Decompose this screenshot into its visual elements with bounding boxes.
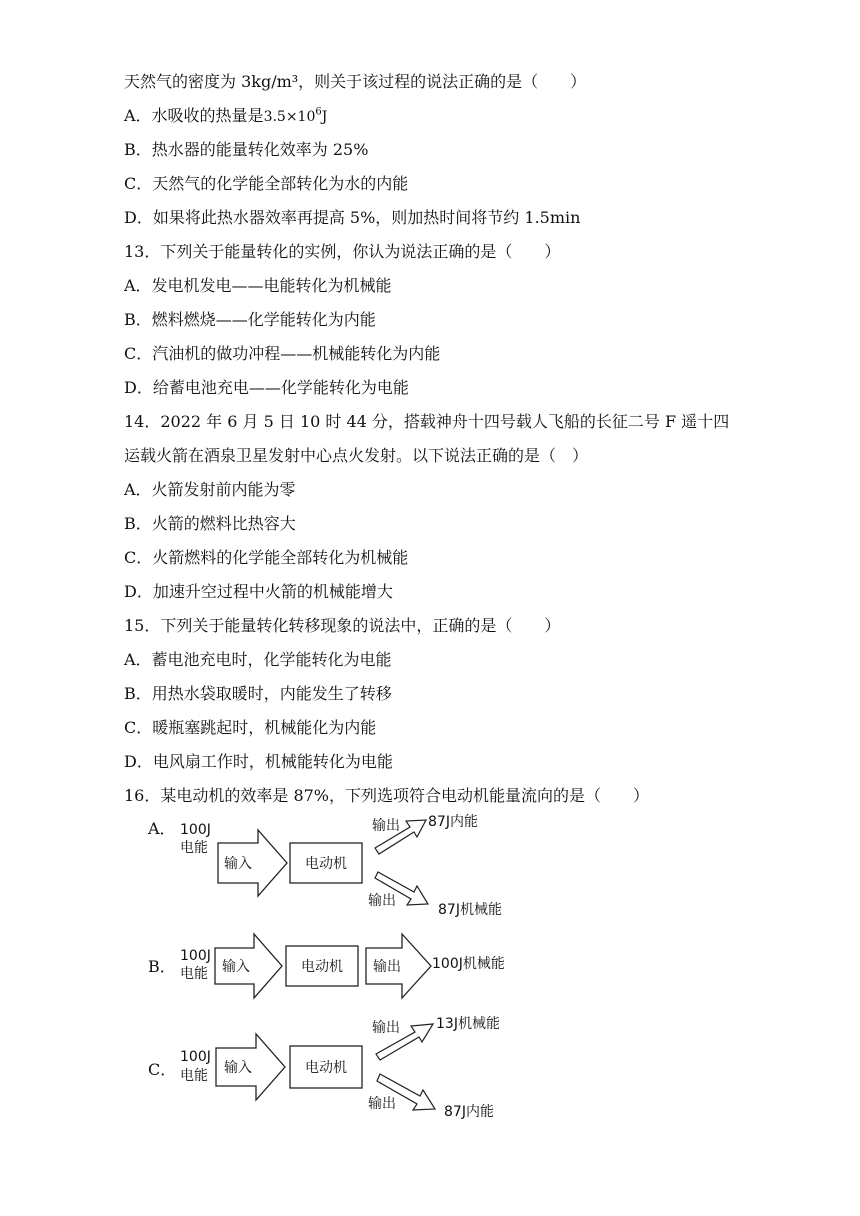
q15-stem: 15．下列关于能量转化转移现象的说法中，正确的是（ ） (124, 616, 561, 635)
diagram-c-output-value-2: 87J内能 (444, 1104, 494, 1120)
diagram-b-output-value: 100J机械能 (432, 956, 505, 972)
q13-stem: 13．下列关于能量转化的实例，你认为说法正确的是（ ） (124, 242, 561, 261)
q15-option-a: A．蓄电池充电时，化学能转化为电能 (124, 650, 392, 669)
q15-option-b: B．用热水袋取暖时，内能发生了转移 (124, 684, 392, 703)
q12-option-a (124, 106, 327, 127)
q12-option-a-exponent: 6 (315, 106, 322, 118)
q15-option-c: C．暖瓶塞跳起时，机械能化为内能 (124, 718, 377, 737)
diagram-b-graphic (120, 928, 540, 1004)
diagram-a-input-word: 输入 (224, 856, 252, 872)
q16-diagram-c (120, 1008, 540, 1124)
diagram-c-output-word-1: 输出 (372, 1020, 400, 1036)
q12-option-c: C．天然气的化学能全部转化为水的内能 (124, 174, 409, 193)
diagram-a-graphic (120, 810, 540, 920)
q13-option-c: C．汽油机的做功冲程——机械能转化为内能 (124, 344, 441, 363)
q12-option-a-unit: J (321, 109, 328, 125)
diagram-a-motor-label: 电动机 (305, 856, 347, 872)
diagram-b-output-word: 输出 (373, 959, 401, 975)
diagram-a-option-label: A． (148, 819, 176, 838)
diagram-c-input-amount: 100J (180, 1049, 211, 1065)
diagram-a-output-value-1: 87J内能 (428, 814, 478, 830)
q14-option-c: C．火箭燃料的化学能全部转化为机械能 (124, 548, 409, 567)
q16-diagram-b (120, 928, 540, 1004)
q12-option-a-prefix: A．水吸收的热量是 (124, 106, 264, 125)
diagram-c-graphic (120, 1008, 540, 1124)
diagram-a-output-word-2: 输出 (368, 893, 396, 909)
diagram-c-output-word-2: 输出 (368, 1096, 396, 1112)
diagram-a-input-kind: 电能 (180, 840, 208, 856)
diagram-c-input-kind: 电能 (180, 1068, 208, 1084)
q12-option-b: B．热水器的能量转化效率为 25% (124, 140, 369, 159)
diagram-c-option-label: C． (148, 1060, 177, 1079)
q14-option-a: A．火箭发射前内能为零 (124, 480, 296, 499)
diagram-a-input-amount: 100J (180, 822, 211, 838)
q12-option-d: D．如果将此热水器效率再提高 5%，则加热时间将节约 1.5min (124, 208, 581, 227)
q14-stem-line-2: 运载火箭在酒泉卫星发射中心点火发射。以下说法正确的是（ ） (124, 446, 589, 465)
diagram-c-output-value-1: 13J机械能 (436, 1016, 500, 1032)
diagram-b-input-amount: 100J (180, 948, 211, 964)
diagram-a-output-word-1: 输出 (372, 818, 400, 834)
q13-option-b: B．燃料燃烧——化学能转化为内能 (124, 310, 376, 329)
q12-option-a-base: 3.5×10 (263, 109, 316, 125)
q13-option-d: D．给蓄电池充电——化学能转化为电能 (124, 378, 409, 397)
diagram-b-input-kind: 电能 (180, 966, 208, 982)
diagram-a-output-value-2: 87J机械能 (438, 902, 502, 918)
q15-option-d: D．电风扇工作时，机械能转化为电能 (124, 752, 393, 771)
q14-option-b: B．火箭的燃料比热容大 (124, 514, 296, 533)
diagram-c-input-word: 输入 (224, 1060, 252, 1076)
q16-diagram-a (120, 810, 540, 920)
diagram-b-input-word: 输入 (222, 959, 250, 975)
q14-stem-line-1: 14．2022 年 6 月 5 日 10 时 44 分，搭载神舟十四号载人飞船的长征二号 F 遥十四 (124, 412, 730, 431)
q12-stem-line: 天然气的密度为 3kg/m³，则关于该过程的说法正确的是（ ） (124, 72, 587, 91)
q14-option-d: D．加速升空过程中火箭的机械能增大 (124, 582, 393, 601)
q13-option-a: A．发电机发电——电能转化为机械能 (124, 276, 392, 295)
diagram-c-motor-label: 电动机 (305, 1060, 347, 1076)
q16-stem: 16．某电动机的效率是 87%，下列选项符合电动机能量流向的是（ ） (124, 786, 650, 805)
diagram-b-motor-label: 电动机 (301, 959, 343, 975)
diagram-b-option-label: B． (148, 957, 176, 976)
